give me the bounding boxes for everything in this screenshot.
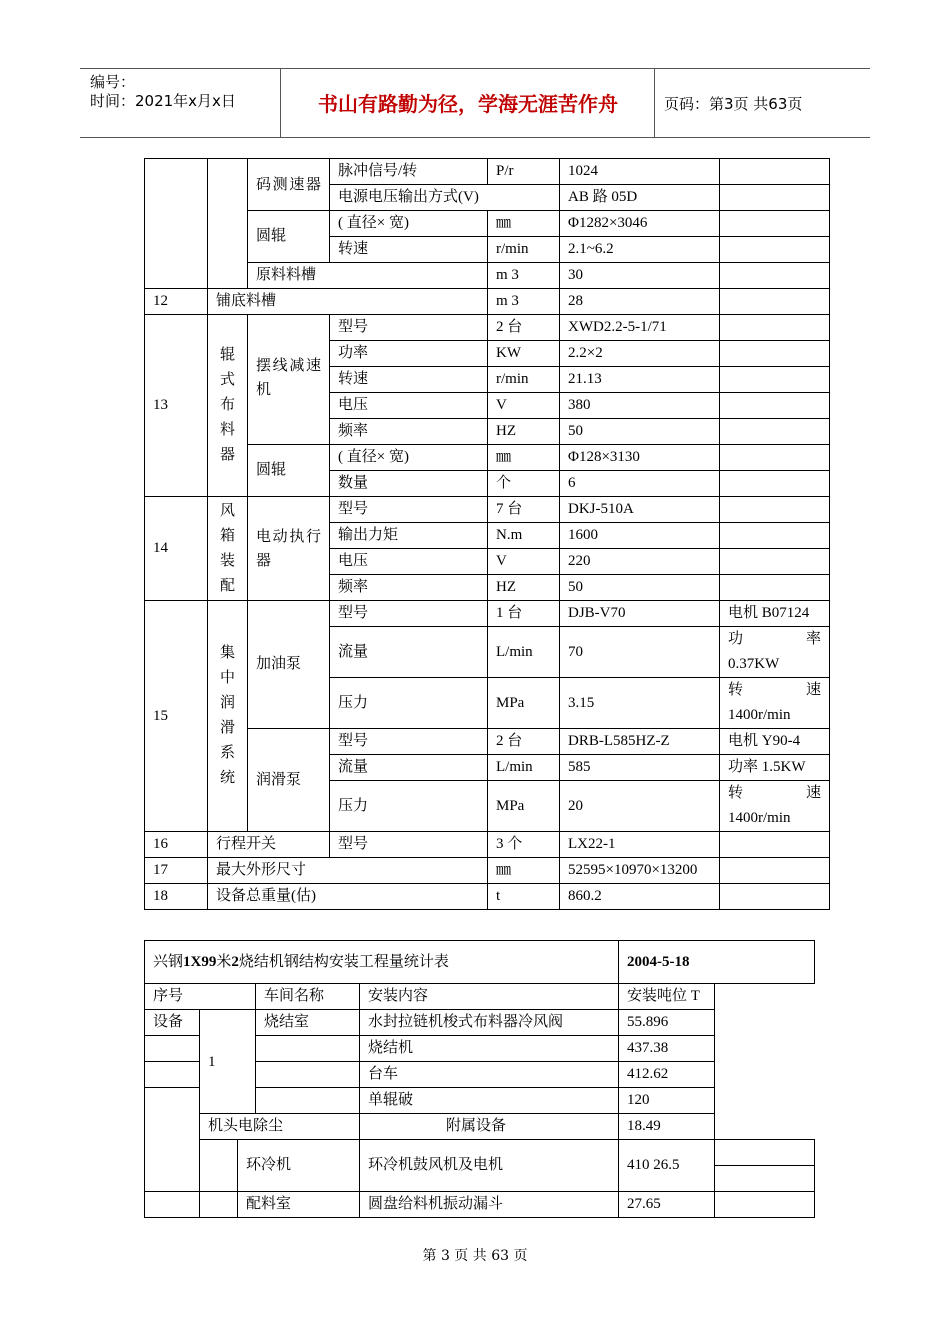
spec-value: DJB-V70 — [560, 601, 720, 627]
spec-unit: KW — [488, 341, 560, 367]
install-tons: 55.896 — [619, 1010, 715, 1036]
col-header-workshop: 车间名称 — [256, 984, 360, 1010]
row-number: 16 — [145, 832, 208, 858]
spec-unit: ㎜ — [488, 858, 560, 884]
spec-value: 1024 — [560, 159, 720, 185]
spec-note: 1400r/min — [728, 707, 791, 723]
install-content: 环冷机鼓风机及电机 — [360, 1140, 619, 1192]
table-title-row — [145, 941, 815, 984]
table-row — [145, 289, 830, 315]
spec-value: XWD2.2-5-1/71 — [560, 315, 720, 341]
spec-note: 1400r/min — [728, 810, 791, 826]
spec-param: 输出力矩 — [330, 523, 488, 549]
table-row — [145, 858, 830, 884]
table-row — [145, 729, 830, 755]
table-row — [145, 884, 830, 910]
spec-unit: 个 — [488, 471, 560, 497]
page-indicator: 页码：第3页 共63页 — [664, 95, 803, 113]
install-tons: 412.62 — [619, 1062, 715, 1088]
spec-param: 频率 — [330, 575, 488, 601]
spec-param: 流量 — [330, 627, 488, 678]
spec-sub: 摆线减速机 — [256, 357, 321, 398]
spec-value: LX22-1 — [560, 832, 720, 858]
spec-unit: m 3 — [488, 263, 560, 289]
install-content: 圆盘给料机振动漏斗 — [360, 1192, 619, 1218]
spec-sub: 码测速器 — [248, 159, 330, 211]
spec-unit: m 3 — [488, 289, 560, 315]
spec-param: 转速 — [330, 237, 488, 263]
spec-unit: L/min — [488, 627, 560, 678]
spec-value: Φ1282×3046 — [560, 211, 720, 237]
spec-value: DRB-L585HZ-Z — [560, 729, 720, 755]
install-content: 水封拉链机梭式布料器冷风阀 — [360, 1010, 619, 1036]
spec-unit: HZ — [488, 575, 560, 601]
spec-unit: 2 台 — [488, 315, 560, 341]
spec-name: 最大外形尺寸 — [208, 858, 488, 884]
equipment-spec-table — [144, 158, 830, 910]
spec-note: 转 速 — [728, 785, 821, 801]
table-row — [145, 832, 830, 858]
spec-unit: 3 个 — [488, 832, 560, 858]
spec-value: 220 — [560, 549, 720, 575]
spec-sub: 电动执行器 — [256, 528, 321, 569]
spec-unit: N.m — [488, 523, 560, 549]
spec-value: 1600 — [560, 523, 720, 549]
spec-value: DKJ-510A — [560, 497, 720, 523]
row-number: 17 — [145, 858, 208, 884]
spec-unit: V — [488, 549, 560, 575]
page-footer: 第 3 页 共 63 页 — [422, 1248, 528, 1264]
spec-param: ( 直径× 宽) — [330, 445, 488, 471]
spec-note: 转 速 — [728, 682, 821, 698]
spec-param: 流量 — [330, 755, 488, 781]
spec-unit: MPa — [488, 678, 560, 729]
workshop-name: 环冷机 — [238, 1140, 360, 1192]
spec-name: 集中润滑系统 — [219, 645, 235, 786]
motto: 书山有路勤为径，学海无涯苦作舟 — [318, 92, 618, 116]
install-tons: 27.65 — [619, 1192, 715, 1218]
spec-param: 压力 — [330, 678, 488, 729]
spec-param: 型号 — [330, 601, 488, 627]
col-header-tons: 安装吨位 T — [619, 984, 715, 1010]
row-number: 12 — [145, 289, 208, 315]
spec-param: 脉冲信号/转 — [330, 159, 488, 185]
row-number: 18 — [145, 884, 208, 910]
spec-note: 电机 Y90-4 — [720, 729, 830, 755]
spec-unit: r/min — [488, 237, 560, 263]
spec-unit: HZ — [488, 419, 560, 445]
spec-unit: L/min — [488, 755, 560, 781]
table-row — [145, 1192, 815, 1218]
col-header-content: 安装内容 — [360, 984, 619, 1010]
spec-value: 28 — [560, 289, 720, 315]
spec-value: Φ128×3130 — [560, 445, 720, 471]
spec-value: 2.1~6.2 — [560, 237, 720, 263]
row-number: 15 — [145, 601, 208, 832]
spec-value: 52595×10970×13200 — [560, 858, 720, 884]
table-row — [145, 497, 830, 523]
row-number: 14 — [145, 497, 208, 601]
spec-unit: V — [488, 393, 560, 419]
table-row — [145, 1140, 815, 1192]
install-content: 烧结机 — [360, 1036, 619, 1062]
spec-value: 50 — [560, 419, 720, 445]
install-content: 单辊破 — [360, 1088, 619, 1114]
spec-value: 3.15 — [560, 678, 720, 729]
spec-value: 30 — [560, 263, 720, 289]
steel-structure-stats-table — [144, 940, 815, 1218]
spec-param: 型号 — [330, 315, 488, 341]
spec-name: 设备总重量(估) — [208, 884, 488, 910]
spec-unit: 2 台 — [488, 729, 560, 755]
install-tons: 120 — [619, 1088, 715, 1114]
spec-unit: ㎜ — [488, 445, 560, 471]
spec-sub: 圆辊 — [248, 211, 330, 263]
spec-param: 型号 — [330, 497, 488, 523]
workshop-name: 配料室 — [238, 1192, 360, 1218]
workshop-name: 烧结室 — [256, 1010, 360, 1036]
stats-date: 2004-5-18 — [619, 941, 815, 984]
spec-value: 21.13 — [560, 367, 720, 393]
spec-value: 860.2 — [560, 884, 720, 910]
spec-param: 电源电压输出方式(V) — [330, 185, 560, 211]
spec-sub: 润滑泵 — [248, 729, 330, 832]
spec-param: 转速 — [330, 367, 488, 393]
spec-param: 压力 — [330, 781, 488, 832]
spec-name: 行程开关 — [208, 832, 330, 858]
category-label: 设备 — [145, 1010, 200, 1036]
spec-unit: MPa — [488, 781, 560, 832]
number-label: 编号： — [90, 73, 136, 91]
table-row — [145, 211, 830, 237]
page-header — [80, 68, 870, 138]
spec-note: 0.37KW — [728, 656, 780, 672]
spec-param: 功率 — [330, 341, 488, 367]
spec-value: 20 — [560, 781, 720, 832]
spec-sub: 圆辊 — [248, 445, 330, 497]
workshop-name: 机头电除尘 — [200, 1114, 360, 1140]
spec-note: 功 率 — [728, 631, 821, 647]
spec-unit: ㎜ — [488, 211, 560, 237]
install-tons: 437.38 — [619, 1036, 715, 1062]
row-number: 13 — [145, 315, 208, 497]
time-label: 时间：2021年x月x日 — [90, 92, 236, 110]
spec-param: 频率 — [330, 419, 488, 445]
spec-name: 风箱装配 — [219, 502, 235, 594]
header-meta — [90, 73, 280, 133]
install-tons: 410 26.5 — [619, 1140, 715, 1192]
row-number: 1 — [200, 1010, 256, 1114]
table-row — [145, 601, 830, 627]
spec-param: 型号 — [330, 729, 488, 755]
spec-unit: 1 台 — [488, 601, 560, 627]
install-content: 附属设备 — [360, 1114, 619, 1140]
spec-param: ( 直径× 宽) — [330, 211, 488, 237]
install-tons: 18.49 — [619, 1114, 715, 1140]
spec-value: 585 — [560, 755, 720, 781]
spec-name: 原料料槽 — [248, 263, 488, 289]
spec-param: 型号 — [330, 832, 488, 858]
spec-value: AB 路 05D — [560, 185, 720, 211]
table-row — [145, 445, 830, 471]
install-content: 台车 — [360, 1062, 619, 1088]
spec-value: 380 — [560, 393, 720, 419]
spec-param: 电压 — [330, 549, 488, 575]
spec-name: 铺底料槽 — [208, 289, 488, 315]
spec-value: 50 — [560, 575, 720, 601]
table-row — [145, 159, 830, 185]
spec-param: 电压 — [330, 393, 488, 419]
spec-note: 功率 1.5KW — [720, 755, 830, 781]
spec-unit: r/min — [488, 367, 560, 393]
table-header-row — [145, 984, 815, 1010]
spec-value: 2.2×2 — [560, 341, 720, 367]
spec-note: 电机 B07124 — [720, 601, 830, 627]
col-header-no: 序号 — [145, 984, 256, 1010]
table-row — [145, 263, 830, 289]
stats-title: 兴钢1X99米2烧结机钢结构安装工程量统计表 — [145, 941, 619, 984]
spec-name: 辊式布料器 — [219, 347, 235, 463]
table-row — [145, 1114, 815, 1140]
spec-sub: 加油泵 — [248, 601, 330, 729]
table-row — [145, 315, 830, 341]
spec-param: 数量 — [330, 471, 488, 497]
spec-unit: P/r — [488, 159, 560, 185]
spec-unit: 7 台 — [488, 497, 560, 523]
spec-value: 6 — [560, 471, 720, 497]
spec-value: 70 — [560, 627, 720, 678]
table-row — [145, 1010, 815, 1036]
spec-unit: t — [488, 884, 560, 910]
